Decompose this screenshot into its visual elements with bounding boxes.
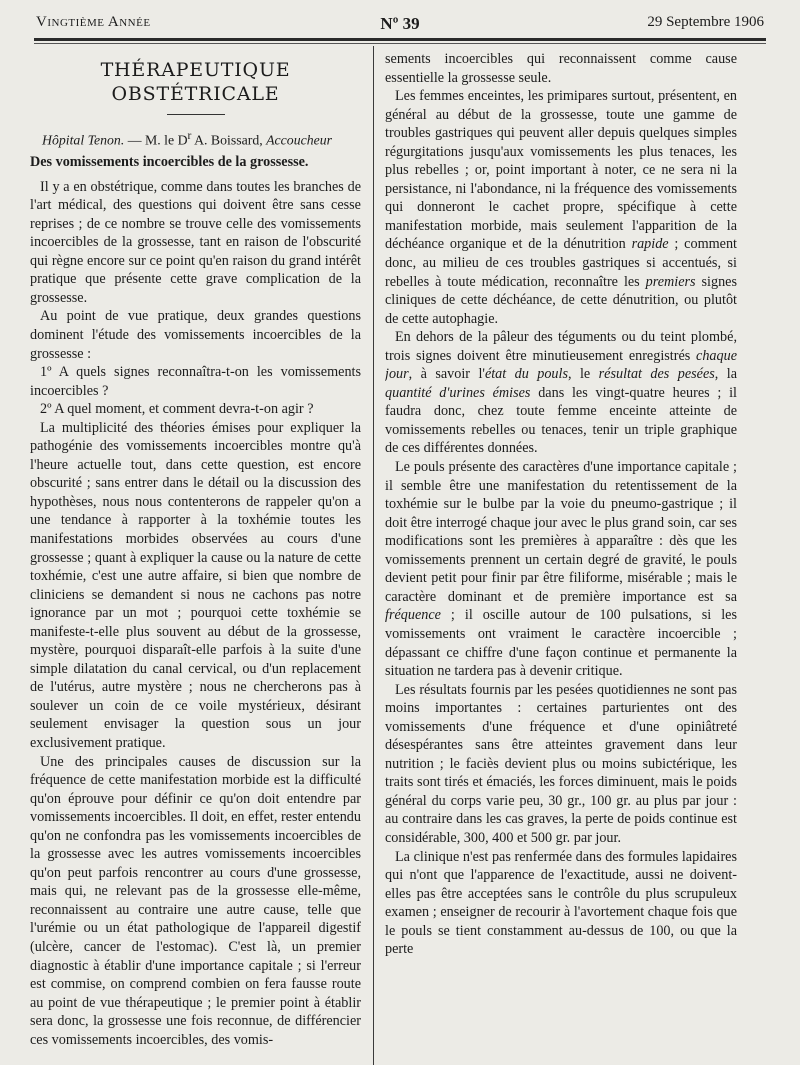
- paragraph: Les résultats fournis par les pesées quotidiennes ne sont pas moins importantes : certaines parturientes ont des vomissements d'une fréquence et d'une opiniâtreté désespérantes sans être atteintes gravement dans leur nutrition ; le faciès devient plus ou moins subictérique, les traits sont tirés et émaciés, les forces diminuent, mais le poids général du corps varie peu, 30 gr., 100 gr. au plus par jour : au contraire dans les cas graves, la perte de poids continue est considérable, 300, 400 et 500 gr. par jour.: [385, 681, 737, 846]
- paragraph: La clinique n'est pas renfermée dans des formules lapidaires qui n'ont que l'apparence de l'exactitude, aussi ne doivent-elles pas être acceptées sans le contrôle du plus scrupuleux examen ; enseigner de recourir à l'avortement chaque fois que le pouls se tient constamment au-dessus de 100, ou que la perte: [385, 848, 737, 958]
- paragraph: Il y a en obstétrique, comme dans toutes les branches de l'art médical, des questions qui doivent être sans cesse reprises ; de ce nombre se trouve celle des vomissements incoercibles de la grossesse, tant en raison de l'obscurité qui règne encore sur ce point qu'en raison du grand intérêt pratique que présente cette grave complication de la grossesse.: [30, 178, 361, 306]
- question-item: 2º A quel moment, et comment devra-t-on agir ?: [40, 401, 314, 418]
- paragraph: [385, 458, 737, 681]
- byline-separator: — M. le D: [124, 132, 188, 148]
- issue-date: 29 Septembre 1906: [647, 14, 764, 30]
- emphasis: premiers: [645, 273, 696, 290]
- text-run: En dehors de la pâleur des téguments ou du teint plombé, trois signes doivent être minutieusement enregistrés: [385, 329, 737, 364]
- question-item: 1º A quels signes reconnaîtra-t-on les vomissements incoercibles ?: [30, 364, 361, 399]
- text-run: ; comment donc, au milieu de ces troubles gastriques si accentués, si rebelles à toute médication, reconnaître les: [385, 236, 737, 290]
- section-title: THÉRAPEUTIQUE OBSTÉTRICALE: [100, 59, 291, 105]
- text-run: , à savoir l': [408, 366, 485, 383]
- paragraph: [385, 87, 737, 328]
- byline-role: Accoucheur: [266, 132, 333, 148]
- paragraph: Une des principales causes de discussion sur la fréquence de cette manifestation morbide est la difficulté qu'on éprouve pour définir ce qu'on doit entendre par vomissements incoercibles. Il doit, en effet, rester entendu qu'on ne confondra pas les vomissements incoercibles de la grossesse avec les autres vomissements incoercibles qu'on peut parfois rencontrer au cours d'une grossesse, mais qui, ne relevant pas de la grossesse elle-même, reconnaissent au contraire une autre cause, telle que l'urémie ou un état pathologique de l'appareil digestif (ulcère, cancer de l'estomac). C'est là, un premier diagnostic à établir d'une importance capitale ; si l'erreur est commise, on comprend combien on fera fausse route au point de vue thérapeutique ; le premier point à établir sera donc, la grossesse une fois reconnue, de différencier ces vomissements incoercibles, des vomis-: [30, 753, 361, 1048]
- byline-place: Hôpital Tenon.: [42, 132, 125, 148]
- text-run: ; il oscille autour de 100 pulsations, si les vomissements ont vraiment le caractère incoercible ; dépassant ce chiffre d'une façon continue et permanente la situation ne tardera pas à devenir critique.: [385, 607, 737, 680]
- emphasis: quantité d'urines émises: [385, 384, 531, 401]
- section-title-rule: [167, 114, 225, 115]
- emphasis: état du pouls: [484, 366, 568, 383]
- volume-label: Vingtième Année: [36, 14, 151, 30]
- text-run: signes cliniques de cette déchéance, de cette dénutrition, ou plutôt de cette autophagie.: [385, 273, 737, 327]
- text-run: , le: [568, 366, 599, 383]
- paragraph: sements incoercibles qui reconnaissent comme cause essentielle la grossesse seule.: [385, 51, 737, 86]
- emphasis: fréquence: [385, 607, 441, 624]
- paragraph: [385, 328, 737, 458]
- issue-number: Nº 39: [380, 14, 420, 33]
- text-run: Le pouls présente des caractères d'une importance capitale ; il semble être une manifestation du retentissement de la toxhémie sur le bulbe par la voie du pneumo-gastrique ; il doit être interrogé chaque jour avec le plus grand soin, car ses modifications sont les premières à apparaître : dès que les vomissements prennent un certain degré de gravité, le pouls devient petit pour finir par être filiforme, misérable ; mais le caractère dominant et de première importance est sa: [385, 459, 737, 605]
- header-rule-thin: [34, 43, 766, 44]
- text-run: , la: [714, 366, 737, 383]
- emphasis: chaque jour: [385, 347, 737, 383]
- byline: [42, 127, 361, 150]
- text-run: dans les vingt-quatre heures ; il faudra donc, chez toute femme enceinte atteinte de vomissements rebelles ou tenaces, tenir un triple graphique de ces différentes données.: [385, 384, 737, 457]
- article-subtitle: Des vomissements incoercibles de la grossesse.: [30, 153, 309, 170]
- left-column: [30, 50, 361, 1065]
- page-header: [36, 14, 764, 36]
- right-column: [385, 50, 737, 1065]
- text-run: Les femmes enceintes, les primipares surtout, présentent, en général au début de la grossesse, toute une gamme de troubles gastriques qui peuvent aller depuis quelques simples régurgitations jusqu'aux vomissements les plus tenaces, les plus rebelles ; or, point important à noter, ce ne sera ni la persistance, ni l'abondance, ni la fréquence des vomissements qui donneront le cachet propre, spécifique à cette manifestation morbide, mais seulement l'apparition de la déchéance organique et de la dénutrition: [385, 88, 737, 253]
- paragraph: Au point de vue pratique, deux grandes questions dominent l'étude des vomissements incoercibles de la grossesse :: [30, 308, 361, 362]
- byline-sup: r: [187, 130, 192, 142]
- column-divider: [373, 46, 374, 1065]
- emphasis: rapide: [631, 236, 669, 253]
- byline-name: A. Boissard,: [191, 132, 267, 148]
- emphasis: résultat des pesées: [598, 366, 715, 383]
- paragraph: La multiplicité des théories émises pour expliquer la pathogénie des vomissements incoercibles montre qu'à l'heure actuelle tout, dans cette question, est encore obscurité ; sans entrer dans le détail ou la discussion des hypothèses, nous nous contenterons de rappeler qu'on a une tendance à rapporter à la toxhémie toutes les manifestations morbides observées au cours d'une grossesse ; quant à expliquer la cause ou la nature de cette toxhémie, c'est une autre affaire, si bien que nombre de cliniciens se demandent si nous ne cachons pas notre ignorance par un mot ; pourquoi cette toxhémie se manifeste-t-elle plus souvent au début de la grossesse, mystère, pourquoi disparaît-elle parfois à la suite d'une simple dilatation du canal cervical, ou d'un replacement de l'utérus, autre mystère ; nous ne chercherons pas à soulever un coin de ce voile mystérieux, désirant seulement envisager la question sous un jour exclusivement pratique.: [30, 419, 361, 751]
- header-rule-thick: [34, 38, 766, 41]
